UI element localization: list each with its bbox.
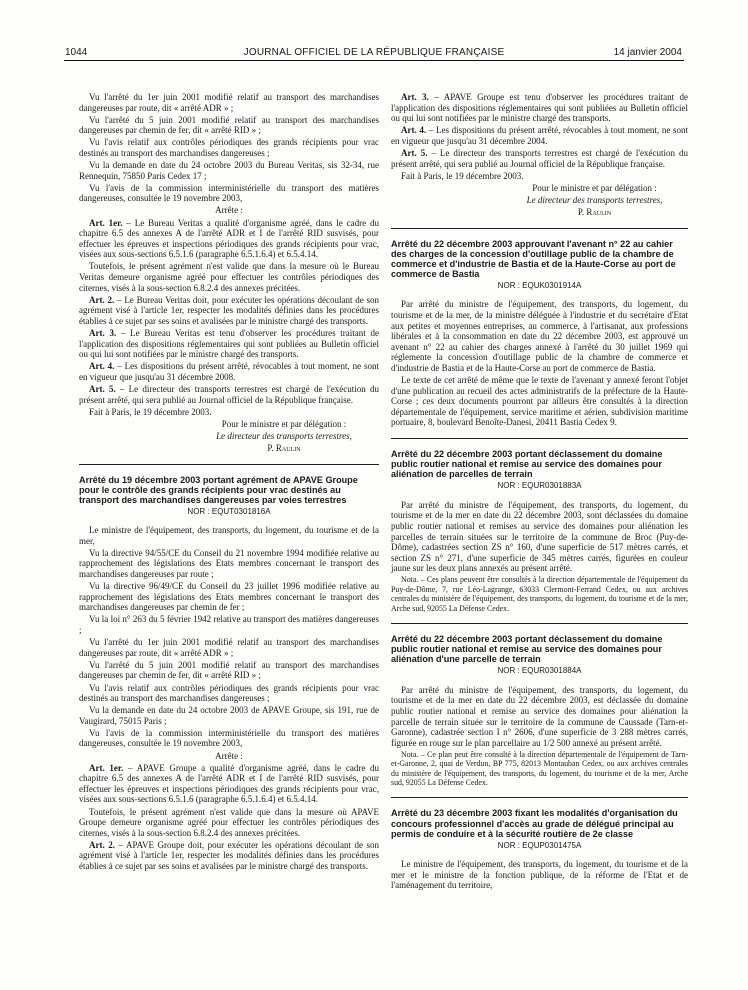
paragraph: Vu la demande en date du 24 octobre 2003 de APAVE Groupe, sis 191, rue de Vaugirard, 75015 Paris ;	[79, 705, 379, 726]
article-label: Art. 4.	[89, 361, 115, 372]
article-label: Art. 3.	[89, 327, 117, 338]
article-text: – Les dispositions du présent arrêté, révocables à tout moment, ne sont en vigueur que jusqu'au 31 décembre 2004.	[391, 125, 688, 146]
article-label: Art. 1er.	[89, 762, 124, 773]
arrete-heading: Arrête :	[215, 205, 243, 216]
paragraph: Par arrêté du ministre de l'équipement, des transports, du logement, du tourisme et de la mer en date du 22 décembre 2003, est déclassée du domaine public routier national et remise au service des domaines pour aliénation la parcelle de terrain située sur le territoire de la commune de Caussade (Tarn-et-Garonne), cadastrée section I n° 2606, d'une superficie de 3 288 mètres carrés, figurée en rouge sur le plan parcellaire au 1/2 500 annexé au présent arrêté.	[391, 684, 688, 748]
article-text: – APAVE Groupe doit, pour exécuter les opérations découlant de son agrément visé à l'article 1er, respecter les modalités définies dans les procédures établies à ce sujet par ses soins et avalisées par le ministre chargé des transports.	[79, 839, 380, 872]
paragraph: Vu l'avis relatif aux contrôles périodiques des grands récipients pour vrac destinés au transport des marchandises dangereuses ;	[79, 682, 379, 704]
nor-reference: NOR : EQUP0301475A	[497, 840, 582, 850]
article-text: – Les dispositions du présent arrêté, révocables à tout moment, ne sont en vigueur que jusqu'au 31 décembre 2008.	[79, 361, 379, 382]
article	[79, 763, 379, 805]
nor-reference: NOR : EQUK0301914A	[497, 280, 582, 290]
section-divider	[391, 438, 688, 439]
article	[79, 295, 379, 327]
article-label: Art. 1er.	[89, 217, 123, 228]
paragraph: Vu l'arrêté du 1er juin 2001 modifié relatif au transport des marchandises dangereuses par route, dit « arrêté ADR » ;	[79, 637, 379, 658]
paragraph: Vu l'arrêté du 5 juin 2001 modifié relatif au transport des marchandises dangereuses par chemin de fer, dit « arrêté RID » ;	[79, 659, 379, 681]
article	[391, 148, 688, 169]
article-text: – APAVE Groupe a qualité d'organisme agréé, dans le cadre du chapitre 6.5 des annexes A de l'arrêté ADR et I de l'arrêté RID susvisés, pour effectuer les épreuves et inspections périodiques des grands récipients pour vrac, visées aux sous-sections 6.5.1.6 (paragraphe 6.5.1.6.4) et 6.5.4.14.	[79, 762, 380, 805]
arrete-heading: Arrête :	[215, 750, 243, 761]
section-divider	[391, 797, 688, 798]
paragraph: Le ministre de l'équipement, des transports, du logement, du tourisme et de la mer,	[79, 525, 379, 546]
signature-role: Le directeur des transports terrestres,	[216, 430, 352, 441]
article-label: Art. 4.	[401, 125, 427, 136]
page-number: 1044	[65, 47, 88, 58]
paragraph: Vu l'avis relatif aux contrôles périodiques des grands récipients pour vrac destinés au transport des marchandises dangereuses ;	[79, 137, 379, 158]
nota-note: Nota. – Ces plans peuvent être consultés à la direction départementale de l'équipement du Puy-de-Dôme, 7, rue Léo-Lagrange, 63033 Clermont-Ferrand Cedex, ou aux archives centrales du ministère de l'équipement, des transports, du logement, du tourisme et de la mer, Arche sud, 92055 La Défense Cedex.	[391, 575, 688, 613]
article-label: Art. 5.	[401, 147, 428, 158]
paragraph: Le ministre de l'équipement, des transports, du logement, du tourisme et de la mer et le ministre de la fonction publique, de la réforme de l'Etat et de l'aménagement du territoire,	[391, 859, 688, 891]
article	[79, 384, 379, 405]
paragraph: Par arrêté du ministre de l'équipement, des transports, du logement, du tourisme et de la mer, de la ministre déléguée à l'industrie et du secrétaire d'Etat aux petites et moyennes entreprises, au commerce, à l'artisanat, aux professions libérales et à la consommation en date du 22 décembre 2003, est approuvé un avenant n° 22 au cahier des charges annexé à l'arrêté du 30 juillet 1969 qui réglemente la concession d'outillage public de la chambre de commerce et d'industrie de Bastia et de la Haute-Corse au port de commerce de Bastia.	[391, 299, 688, 373]
article	[391, 125, 688, 146]
section-divider	[391, 623, 688, 624]
paragraph: Vu l'avis de la commission interministérielle du transport des matières dangereuses, consultée le 19 novembre 2003,	[79, 727, 379, 749]
article	[79, 361, 379, 382]
journal-title: JOURNAL OFFICIEL DE LA RÉPUBLIQUE FRANÇAISE	[243, 47, 505, 58]
article-label: Art. 2.	[89, 294, 115, 305]
article-label: Art. 2.	[89, 839, 115, 850]
signature-role: Le directeur des transports terrestres,	[526, 194, 663, 205]
issue-date: 14 janvier 2004	[613, 47, 682, 58]
paragraph: Le texte de cet arrêté de même que le texte de l'avenant y annexé feront l'objet d'une publication au recueil des actes administratifs de la préfecture de la Haute-Corse ; ces deux documents pourront par ailleurs être consultés à la direction départementale de l'équipement, service maritime et aérien, subdivision maritime portuaire, 8, boulevard Benoîte-Danesi, 20411 Bastia Cedex 9.	[391, 375, 688, 428]
header-rule	[64, 60, 684, 61]
article-text: – APAVE Groupe est tenu d'observer les procédures traitant de l'application des dispositions réglementaires qui sont publiées au Bulletin officiel ou qui lui sont notifiées par le ministre chargé des transports.	[391, 92, 689, 124]
signature-name: P. Raulin	[577, 206, 612, 217]
right-column	[391, 92, 688, 892]
decree-title: Arrêté du 19 décembre 2003 portant agrément de APAVE Groupe pour le contrôle des grands récipients pour vrac destinés au transport des marchandises dangereuses par voies terrestres	[79, 474, 358, 505]
decree-title: Arrêté du 23 décembre 2003 fixant les modalités d'organisation du concours professionnel d'accès au grade de délégué principal au permis de conduire et à la sécurité routière de 2e classe	[391, 808, 678, 839]
paragraph: Vu l'arrêté du 1er juin 2001 modifié relatif au transport des marchandises dangereuses par route, dit « arrêté ADR » ;	[79, 92, 379, 113]
signature-line: Pour le ministre et par délégation :	[221, 418, 347, 429]
paragraph: Vu la loi n° 263 du 5 février 1942 relative au transport des matières dangereuses ;	[79, 614, 379, 636]
nor-reference: NOR : EQUR0301884A	[497, 666, 582, 676]
section-divider	[79, 464, 379, 465]
signature-name: P. Raulin	[267, 442, 301, 453]
article-text: – Le directeur des transports terrestres est chargé de l'exécution du présent arrêté, qui sera publié au Journal officiel de la République française.	[391, 147, 688, 169]
paragraph: Toutefois, le présent agrément n'est valide que dans la mesure où APAVE Groupe demeure organisme agréé pour effectuer les contrôles périodiques des citernes, visés à la sous-section 6.8.2.4 des annexes précitées.	[79, 806, 379, 838]
article	[79, 840, 379, 872]
paragraph: Vu la demande en date du 24 octobre 2003 du Bureau Veritas, sis 32-34, rue Rennequin, 75850 Paris Cedex 17 ;	[79, 160, 379, 181]
decree-title: Arrêté du 22 décembre 2003 portant déclassement du domaine public routier national et remise au service des domaines pour aliénation d'une parcelle de terrain	[391, 634, 663, 665]
paragraph: Vu l'avis de la commission interministérielle du transport des matières dangereuses, consultée le 19 novembre 2003,	[79, 182, 379, 204]
decree-title: Arrêté du 22 décembre 2003 portant déclassement du domaine public routier national et remise au service des domaines pour aliénation de parcelles de terrain	[391, 449, 663, 480]
decree-title: Arrêté du 22 décembre 2003 approuvant l'avenant n° 22 au cahier des charges de la concession d'outillage public de la chambre de commerce et d'industrie de Bastia et de la Haute-Corse au port de commerce de Bastia	[391, 238, 676, 280]
fait-line: Fait à Paris, le 19 décembre 2003.	[401, 170, 524, 181]
article	[79, 328, 379, 360]
article-text: – Le Bureau Veritas doit, pour exécuter les opérations découlant de son agrément visé à l'article 1er, respecter les modalités définies dans les procédures établies à ce sujet par ses soins et avalisées par le ministre chargé des transports.	[79, 294, 379, 326]
signature-line: Pour le ministre et par délégation :	[532, 182, 657, 193]
article	[79, 218, 379, 260]
fait-line: Fait à Paris, le 19 décembre 2003.	[89, 406, 212, 417]
paragraph: Par arrêté du ministre de l'équipement, des transports, du logement, du tourisme et de la mer en date du 22 décembre 2003, sont déclassées du domaine public routier national et remises au service des domaines pour aliénation les parcelles de terrain situées sur le territoire de la commune de Broc (Puy-de-Dôme), cadastrées section ZS n° 160, d'une superficie de 517 mètres carrés, et section ZS n° 271, d'une superficie de 345 mètres carrés, figurées en couleur jaune sur les deux plans annexés au présent arrêté.	[391, 499, 688, 574]
paragraph: Vu l'arrêté du 5 juin 2001 modifié relatif au transport des marchandises dangereuses par chemin de fer, dit « arrêté RID » ;	[79, 114, 379, 136]
nor-reference: NOR : EQUT0301816A	[187, 506, 271, 516]
nor-reference: NOR : EQUR0301883A	[497, 481, 582, 491]
left-column	[79, 92, 379, 873]
nota-note: Nota. – Ce plan peut être consulté à la direction départementale de l'équipement de Tarn-et-Garonne, 2, quai de Verdun, BP 775, 82013 Montauban Cedex, ou aux archives centrales du ministère de l'équipement, des transports, du logement, du tourisme et de la mer, Arche sud, 92055 La Défense Cedex.	[391, 749, 688, 788]
paragraph: Vu la directive 94/55/CE du Conseil du 21 novembre 1994 modifiée relative au rapprochement des législations des Etats membres concernant le transport des marchandises dangereuses par route ;	[79, 547, 379, 580]
article-text: – Le Bureau Veritas est tenu d'observer les procédures traitant de l'application des dispositions réglementaires qui sont publiées au Bulletin officiel ou qui lui sont notifiées par le ministre chargé des transports.	[79, 327, 379, 360]
section-divider	[391, 228, 688, 229]
article-text: – Le directeur des transports terrestres est chargé de l'exécution du présent arrêté, qui sera publié au Journal officiel de la République française.	[79, 383, 379, 405]
article-text: – Le Bureau Veritas a qualité d'organisme agréé, dans le cadre du chapitre 6.5 des annexes A de l'arrêté ADR et I de l'arrêté RID susvisés, pour effectuer les épreuves et inspections périodiques des grands récipients pour vrac, visées aux sous-sections 6.5.1.6 (paragraphe 6.5.1.6.4) et 6.5.4.14.	[79, 217, 380, 260]
paragraph: Toutefois, le présent agrément n'est valide que dans la mesure où le Bureau Veritas demeure organisme agréé pour effectuer les contrôles périodiques des citernes, visés à la sous-section 6.8.2.4 des annexes précitées.	[79, 261, 379, 293]
paragraph: Vu la directive 96/49/CE du Conseil du 23 juillet 1996 modifiée relative au rapprochement des législations des Etats membres concernant le transport des marchandises dangereuses par chemin de fer ;	[79, 581, 379, 613]
article-label: Art. 5.	[89, 383, 116, 394]
article	[391, 92, 688, 124]
article-label: Art. 3.	[401, 92, 429, 102]
